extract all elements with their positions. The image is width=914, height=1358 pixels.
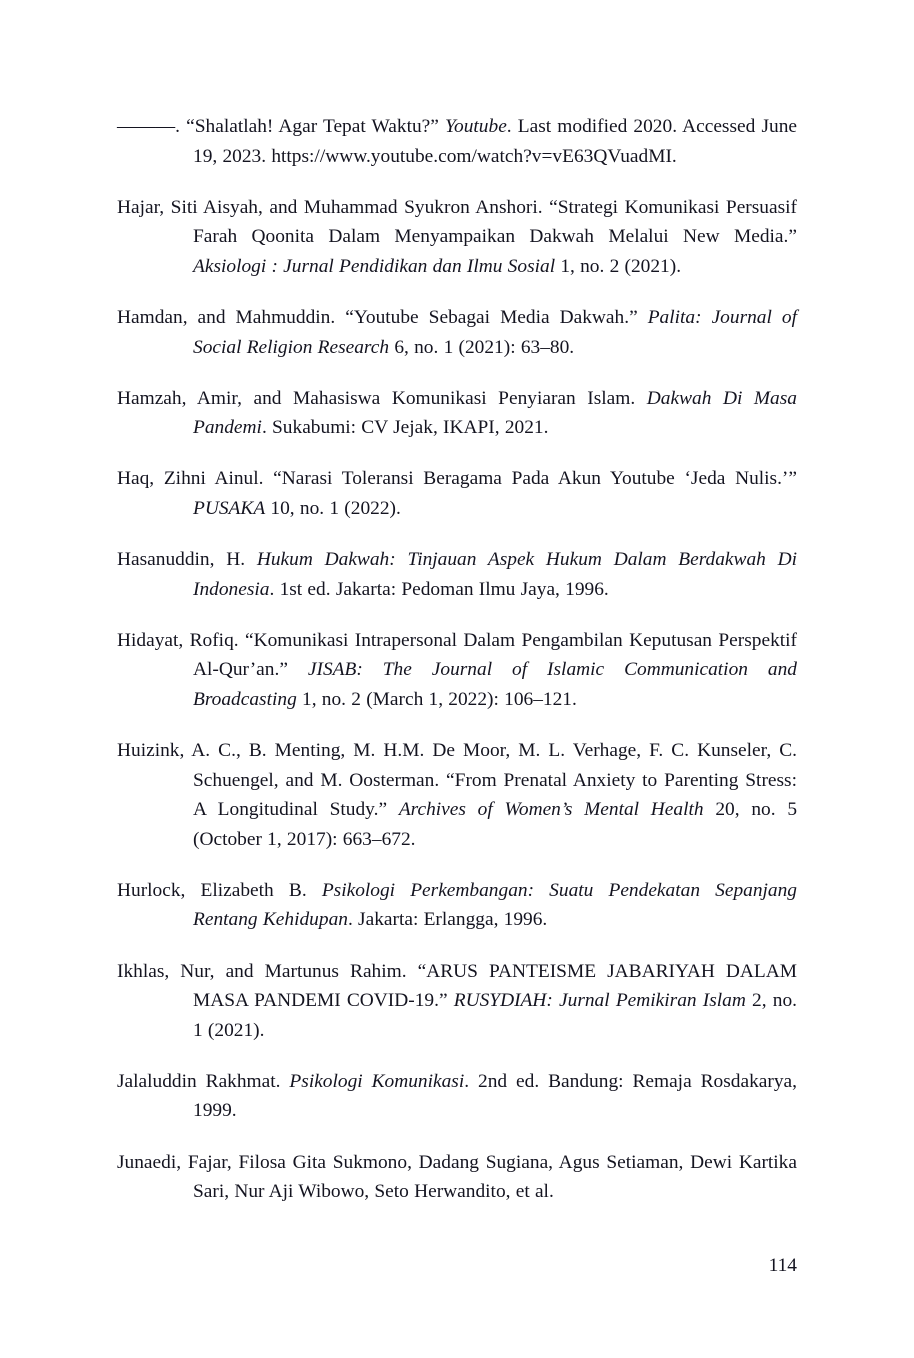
bibliography-entry [117,626,797,715]
entry-title-italic: Archives of Women’s Mental Health [398,799,704,821]
entry-text: Ikhlas, Nur, and Martunus Rahim. “ARUS PANTEISME JABARIYAH DALAM MASA PANDEMI COVID-19.” [117,960,797,1012]
entry-title-italic: Hukum Dakwah: Tinjauan Aspek Hukum Dalam Berdakwah Di Indonesia [193,549,797,600]
entry-text: . 1st ed. Jakarta: Pedoman Ilmu Jaya, 1996. [269,578,609,600]
bibliography-list [117,112,797,1207]
entry-text: Hasanuddin, H. [117,549,257,571]
bibliography-entry [117,1148,797,1207]
entry-text: Huizink, A. C., B. Menting, M. H.M. De Moor, M. L. Verhage, F. C. Kunseler, C. Schuengel, and M. Oosterman. “From Prenatal Anxiety to Parenting Stress: A Longitudinal Study.” [117,740,797,821]
entry-text: 2, no. 1 (2021). [193,990,797,1041]
entry-title-italic: PUSAKA [193,497,266,519]
entry-title-italic: Psikologi Komunikasi [289,1070,465,1092]
entry-title-italic: Aksiologi : Jurnal Pendidikan dan Ilmu Sosial [193,255,556,277]
page-number: 114 [768,1255,797,1276]
entry-title-italic: Palita: Journal of Social Religion Research [193,306,797,358]
entry-text: . 2nd ed. Bandung: Remaja Rosdakarya, 1999. [193,1070,797,1122]
bibliography-entry [117,736,797,854]
entry-text: . Last modified 2020. Accessed June 19, 2023. https://www.youtube.com/watch?v=vE63QVuadMI. [193,116,797,167]
entry-title-italic: Psikologi Perkembangan: Suatu Pendekatan Sepanjang Rentang Kehidupan [193,879,798,931]
entry-text: Haq, Zihni Ainul. “Narasi Toleransi Beragama Pada Akun Youtube ‘Jeda Nulis.’” [117,468,797,490]
entry-title-italic: JISAB: The Journal of Islamic Communication and Broadcasting [193,659,797,710]
bibliography-entry [117,545,797,604]
bibliography-entry [117,193,797,282]
bibliography-entry [117,303,797,362]
entry-text: 6, no. 1 (2021): 63–80. [389,336,575,358]
entry-text: Junaedi, Fajar, Filosa Gita Sukmono, Dadang Sugiana, Agus Setiaman, Dewi Kartika Sari, Nur Aji Wibowo, Seto Herwandito, et al. [117,1151,797,1203]
entry-text: Hamzah, Amir, and Mahasiswa Komunikasi Penyiaran Islam. [117,387,647,409]
entry-text: 1, no. 2 (March 1, 2022): 106–121. [296,688,577,710]
entry-text: 20, no. 5 (October 1, 2017): 663–672. [193,799,798,850]
entry-text: 1, no. 2 (2021). [555,255,682,277]
entry-title-italic: Youtube [445,116,507,137]
bibliography-entry [117,957,797,1046]
entry-title-italic: Dakwah Di Masa Pandemi [193,387,797,439]
entry-text: Jalaluddin Rakhmat. [117,1070,290,1092]
entry-text: ———. “Shalatlah! Agar Tepat Waktu?” [117,116,446,137]
entry-text: Hajar, Siti Aisyah, and Muhammad Syukron Anshori. “Strategi Komunikasi Persuasif Farah Qoonita Dalam Menyampaikan Dakwah Melalui New Media.” [117,196,797,248]
entry-title-italic: RUSYDIAH: Jurnal Pemikiran Islam [453,990,746,1012]
bibliography-entry [117,1067,797,1126]
entry-text: Hamdan, and Mahmuddin. “Youtube Sebagai Media Dakwah.” [117,306,648,328]
entry-text: . Sukabumi: CV Jejak, IKAPI, 2021. [261,417,549,439]
bibliography-entry [117,384,797,443]
entry-text: Hurlock, Elizabeth B. [117,879,322,901]
bibliography-entry [117,464,797,523]
bibliography-entry [117,876,797,935]
entry-text: . Jakarta: Erlangga, 1996. [347,909,548,931]
entry-text: 10, no. 1 (2022). [265,497,401,519]
bibliography-entry [117,112,797,171]
entry-text: Hidayat, Rofiq. “Komunikasi Intrapersonal Dalam Pengambilan Keputusan Perspektif Al-Qur’an.” [117,629,797,681]
